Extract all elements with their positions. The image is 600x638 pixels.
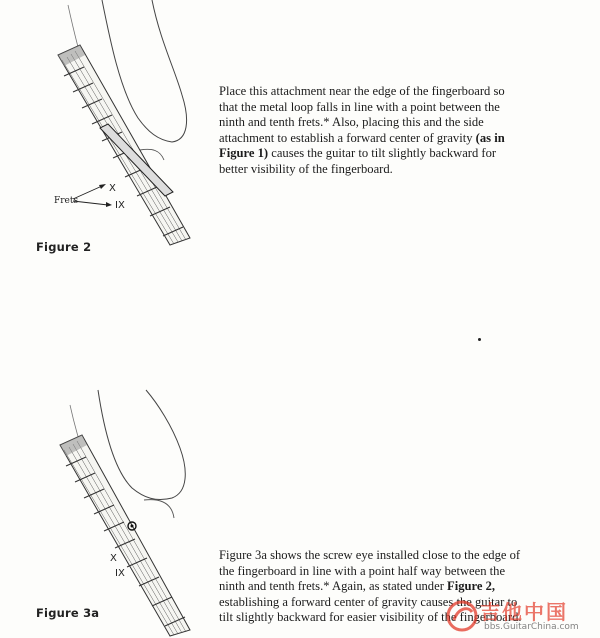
- watermark: [444, 596, 594, 636]
- watermark-logo-icon: [444, 598, 480, 634]
- fig2-line-4b: (as in: [475, 130, 505, 145]
- watermark-chinese: 吉他中国: [480, 600, 568, 624]
- fig2-line-1: Place this attachment near the edge of the fingerboard so: [219, 84, 505, 98]
- fig2-line-5b: causes the guitar to tilt slightly backward for: [268, 146, 497, 161]
- fret-ix-label-fig2: IX: [115, 200, 125, 211]
- figure-3a-caption: Figure 3a: [36, 606, 100, 620]
- fig2-line-4a: attachment to establish a forward center of gravity: [219, 130, 476, 145]
- figure-3a-drawing: [40, 380, 210, 638]
- fig2-line-3: ninth and tenth frets.* Also, placing this and the side: [219, 115, 484, 130]
- fret-ix-label-fig3a: IX: [115, 568, 125, 579]
- figure-2-paragraph: [219, 84, 589, 178]
- watermark-url: bbs.GuitarChina.com: [484, 622, 579, 632]
- fig2-line-2: that the metal loop falls in line with a point between the: [219, 99, 500, 114]
- fig2-line-6: better visibility of the fingerboard.: [219, 161, 393, 176]
- frets-label: Frets: [54, 196, 79, 206]
- fig3a-line-2: the fingerboard in line with a point half way between the: [219, 563, 506, 578]
- fig3a-line-5: tilt slightly backward for easier visibility of the fingerboard.: [219, 610, 522, 625]
- guitar-body-outline-3a: [98, 390, 185, 500]
- figure-2-drawing: [40, 0, 210, 250]
- fig3a-line-3b: Figure 2,: [447, 579, 496, 594]
- fig3a-line-3a: ninth and tenth frets.* Again, as stated under: [219, 579, 448, 594]
- figure-2-caption: Figure 2: [36, 240, 92, 254]
- fret-x-label-fig3a: X: [110, 553, 117, 564]
- fig2-line-5a: Figure 1): [219, 146, 269, 161]
- fig3a-line-1: Figure 3a shows the screw eye installed close to the edge of: [219, 548, 521, 562]
- fret-x-label-fig2: X: [109, 183, 116, 194]
- stray-dot: [478, 338, 481, 341]
- fig3a-line-4: establishing a forward center of gravity causes the guitar to: [219, 594, 518, 609]
